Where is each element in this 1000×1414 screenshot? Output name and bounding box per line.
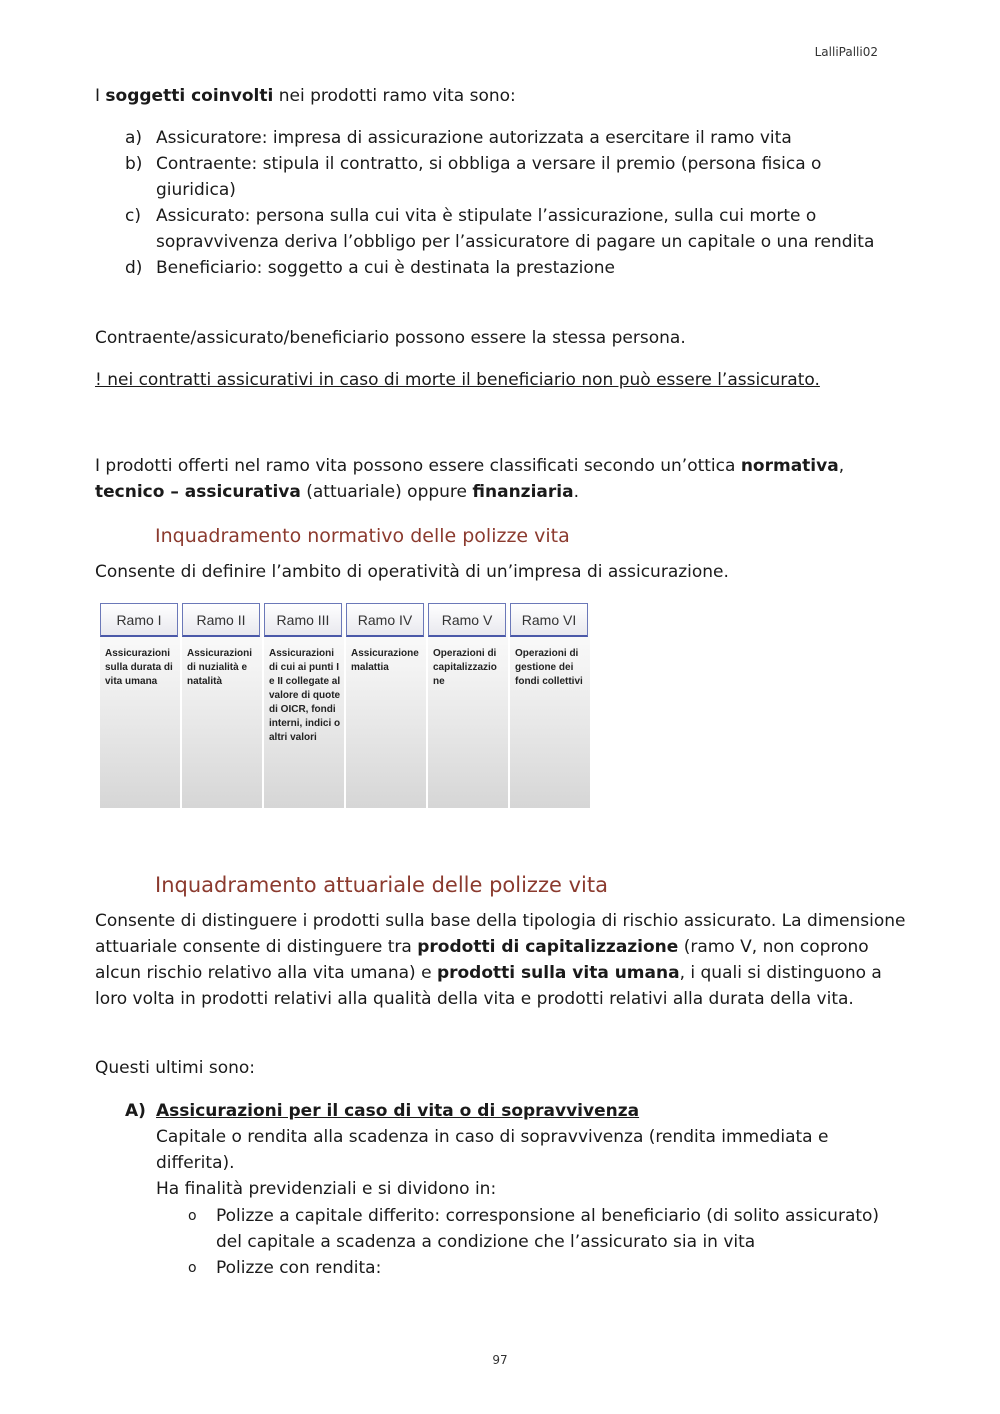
- section-a-bullets: [188, 1203, 908, 1281]
- bullet-circle-icon: o: [188, 1260, 197, 1276]
- attuariale-bold-1: prodotti di capitalizzazione: [417, 937, 679, 957]
- ramo-column: [346, 603, 426, 808]
- section-a: [125, 1098, 905, 1202]
- list-item-text: Beneficiario: soggetto a cui è destinata la prestazione: [156, 258, 615, 278]
- ramo-description: Operazioni di capitalizzazio ne: [433, 648, 497, 687]
- intro-post: nei prodotti ramo vita sono:: [273, 86, 516, 106]
- ramo-column: [264, 603, 344, 808]
- list-marker: d): [125, 258, 143, 278]
- section-a-marker: A): [125, 1101, 146, 1121]
- attuariale-paragraph: [95, 908, 910, 1012]
- classification-text-2: ,: [838, 456, 845, 476]
- list-item-text: Assicurato: persona sulla cui vita è stipulate l’assicurazione, sulla cui morte o sopravvivenza deriva l’obbligo per l’assicuratore di pagare un capitale o una rendita: [156, 206, 875, 252]
- list-item-text: Polizze con rendita:: [216, 1258, 382, 1278]
- questi-paragraph: Questi ultimi sono:: [95, 1058, 255, 1078]
- classification-bold-1: normativa: [740, 456, 839, 476]
- classification-bold-2: tecnico – assicurativa: [95, 482, 301, 502]
- section-a-line: [125, 1176, 905, 1202]
- attuariale-text-1: Consente di distinguere i prodotti sulla base della tipologia di rischio assicurato. La dimensione attuariale consente di distinguere tra: [95, 911, 906, 957]
- bullet-circle-icon: o: [188, 1208, 197, 1224]
- ramo-label: Ramo II: [182, 603, 260, 637]
- ramo-column: [510, 603, 590, 808]
- intro-bold: soggetti coinvolti: [105, 86, 274, 106]
- section-a-heading: [125, 1098, 905, 1124]
- section-heading-normativo: Inquadramento normativo delle polizze vita: [155, 525, 570, 547]
- section-a-title: Assicurazioni per il caso di vita o di sopravvivenza: [156, 1101, 640, 1121]
- ramo-label: Ramo VI: [510, 603, 588, 637]
- same-person-paragraph: Contraente/assicurato/beneficiario possono essere la stessa persona.: [95, 328, 686, 348]
- intro-paragraph: [95, 83, 910, 109]
- classification-text-3: (attuariale) oppure: [300, 482, 473, 502]
- ramo-column: [428, 603, 508, 808]
- ramo-label: Ramo V: [428, 603, 506, 637]
- ramo-column: [182, 603, 262, 808]
- list-item: [125, 125, 905, 151]
- attuariale-text-3: , i quali si distinguono a loro volta in prodotti relativi alla qualità della vita e prodotti relativi alla durata della vita.: [95, 963, 882, 1009]
- list-marker: c): [125, 206, 141, 226]
- ramo-description: Assicurazioni di nuzialità e natalità: [187, 648, 253, 687]
- list-item-text: Polizze a capitale differito: corresponsione al beneficiario (di solito assicurato) del capitale a scadenza a condizione che l’assicurato sia in vita: [216, 1206, 880, 1252]
- warning-note: ! nei contratti assicurativi in caso di morte il beneficiario non può essere l’assicurato.: [95, 370, 820, 390]
- classification-text-4: .: [573, 482, 579, 502]
- header-doc-id: LalliPalli02: [814, 45, 878, 59]
- list-item: [125, 203, 905, 255]
- ramo-column: [100, 603, 180, 808]
- ramo-label: Ramo I: [100, 603, 178, 637]
- classification-text-1: I prodotti offerti nel ramo vita possono essere classificati secondo un’ottica: [95, 456, 741, 476]
- rami-diagram: [100, 603, 592, 808]
- subjects-list: [125, 125, 905, 281]
- list-item: [188, 1203, 908, 1255]
- classification-paragraph: [95, 453, 910, 505]
- section-a-line-1: Capitale o rendita alla scadenza in caso di sopravvivenza (rendita immediata e differita).: [156, 1127, 829, 1173]
- list-item: [125, 151, 905, 203]
- attuariale-text-2: (ramo V, non coprono alcun rischio relativo alla vita umana) e: [95, 937, 869, 983]
- attuariale-bold-2: prodotti sulla vita umana: [436, 963, 680, 983]
- list-item: [125, 255, 905, 281]
- ramo-label: Ramo IV: [346, 603, 424, 637]
- classification-bold-3: finanziaria: [472, 482, 574, 502]
- section-a-line: [125, 1124, 905, 1176]
- ramo-label: Ramo III: [264, 603, 342, 637]
- section-a-line-2: Ha finalità previdenziali e si dividono in:: [156, 1179, 497, 1199]
- ramo-description: Assicurazioni di cui ai punti I e II collegate al valore di quote di OICR, fondi interni, indici o altri valori: [269, 648, 341, 743]
- intro-pre: I: [95, 86, 106, 106]
- ramo-description: Operazioni di gestione dei fondi collettivi: [515, 648, 583, 687]
- ramo-description: Assicurazione malattia: [351, 648, 419, 673]
- normativo-paragraph: Consente di definire l’ambito di operatività di un’impresa di assicurazione.: [95, 562, 729, 582]
- ramo-description: Assicurazioni sulla durata di vita umana: [105, 648, 173, 687]
- section-heading-attuariale: Inquadramento attuariale delle polizze vita: [155, 873, 608, 897]
- page-number: 97: [492, 1353, 508, 1367]
- list-marker: a): [125, 128, 143, 148]
- list-item: [188, 1255, 908, 1281]
- list-item-text: Assicuratore: impresa di assicurazione autorizzata a esercitare il ramo vita: [156, 128, 792, 148]
- list-item-text: Contraente: stipula il contratto, si obbliga a versare il premio (persona fisica o giuridica): [156, 154, 822, 200]
- list-marker: b): [125, 154, 143, 174]
